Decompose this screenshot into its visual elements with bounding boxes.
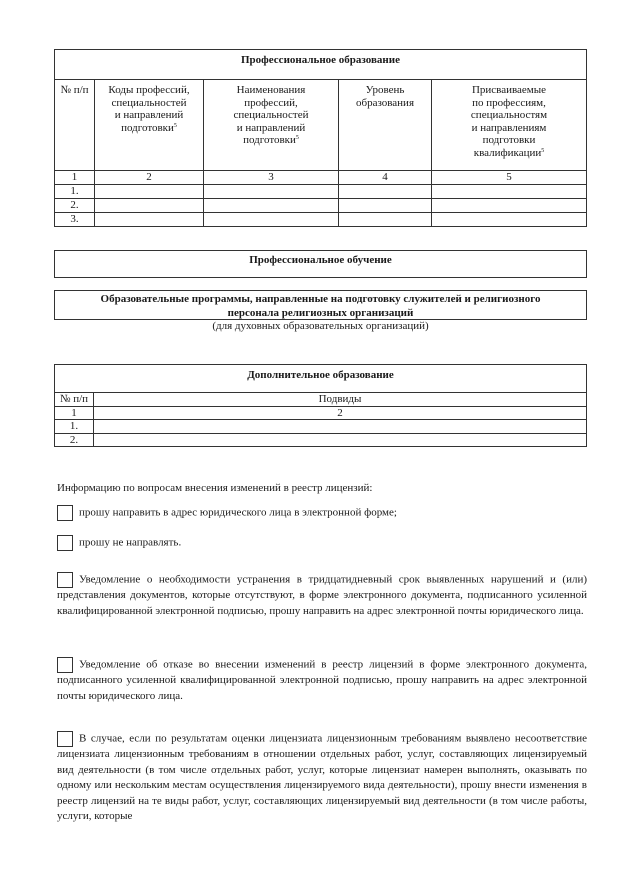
cell[interactable]	[204, 212, 339, 226]
religious-note: (для духовных образовательных организаций)	[212, 320, 429, 332]
notice-violations-checkbox[interactable]	[57, 572, 73, 588]
cell[interactable]	[339, 184, 432, 198]
table-row: 3.	[55, 212, 587, 226]
send-electronic-checkbox[interactable]	[57, 505, 73, 521]
notice-refusal-checkbox[interactable]	[57, 657, 73, 673]
option-send-electronic: прошу направить в адрес юридического лица в электронной форме;	[57, 505, 587, 521]
col-header-qualifications: Присваиваемые по профессиям, специальностям и направлениям подготовки квалификации$^5$	[432, 80, 587, 171]
col-header-number: № п/п	[55, 80, 95, 171]
noncompliance-paragraph: В случае, если по результатам оценки лицензиата лицензионным требованиям выявлено несоответствие лицензиата лицензионным требованиям в отношении отдельных работ, услуг, составляющих лицензируемый вид деятельности (в том числе отдельных работ, услуг, которые лицензиат намерен выполнять, оказывать по одному или нескольким местам осуществления лицензируемого вида деятельности), прошу внести изменения в реестр лицензий на те виды работ, услуг, составляющих лицензируемый вид деятельности (в том числе работы, услуги, которые	[57, 732, 588, 823]
option-do-not-send: прошу не направлять.	[57, 535, 587, 551]
cell[interactable]	[95, 198, 204, 212]
table-row: 1.	[55, 420, 587, 434]
table-row: 1.	[55, 184, 587, 198]
col-header-level: Уровень образования	[339, 80, 432, 171]
notice-violations-paragraph: Уведомление о необходимости устранения в тридцатидневный срок выявленных нарушений и (или) представления документов, которые отсутствуют, в форме электронного документа, подписанного усиленной квалифицированной электронной подписью, прошу направить на адрес электронной почты юридического лица.	[57, 573, 587, 617]
table-title: Дополнительное образование	[55, 365, 587, 393]
cell[interactable]	[432, 198, 587, 212]
prof-training-title: Профессиональное обучение	[249, 254, 392, 266]
cell[interactable]	[204, 198, 339, 212]
cell[interactable]	[432, 184, 587, 198]
prof-training-box	[54, 250, 587, 278]
cell[interactable]	[95, 212, 204, 226]
col-header-codes: Коды профессий, специальностей и направлений подготовки$^5$	[95, 80, 204, 171]
col-header-number: № п/п	[55, 393, 94, 407]
cell[interactable]	[339, 198, 432, 212]
table-title: Профессиональное образование	[55, 50, 587, 80]
religious-programs-box: Образовательные программы, направленные на подготовку служителей и религиозного персонала религиозных организаций	[54, 290, 587, 320]
cell[interactable]	[204, 184, 339, 198]
cell[interactable]	[432, 212, 587, 226]
column-number-row: 1 2 3 4 5	[55, 171, 587, 185]
col-header-names: Наименования профессий, специальностей и направлений подготовки$^5$	[204, 80, 339, 171]
table-row: 2.	[55, 198, 587, 212]
table-row: 2.	[55, 433, 587, 447]
cell[interactable]	[94, 420, 587, 434]
additional-education-table	[54, 364, 587, 447]
prof-education-table	[54, 49, 587, 227]
cell[interactable]	[95, 184, 204, 198]
info-heading: Информацию по вопросам внесения изменений в реестр лицензий:	[57, 482, 373, 494]
noncompliance-checkbox[interactable]	[57, 731, 73, 747]
column-number-row: 1 2	[55, 406, 587, 420]
cell[interactable]	[339, 212, 432, 226]
cell[interactable]	[94, 433, 587, 447]
do-not-send-checkbox[interactable]	[57, 535, 73, 551]
notice-refusal-paragraph: Уведомление об отказе во внесении изменений в реестр лицензий в форме электронного документа, подписанного усиленной квалифицированной электронной подписью, прошу направить на адрес электронной почты юридического лица.	[57, 658, 587, 702]
col-header-subtypes: Подвиды	[94, 393, 587, 407]
